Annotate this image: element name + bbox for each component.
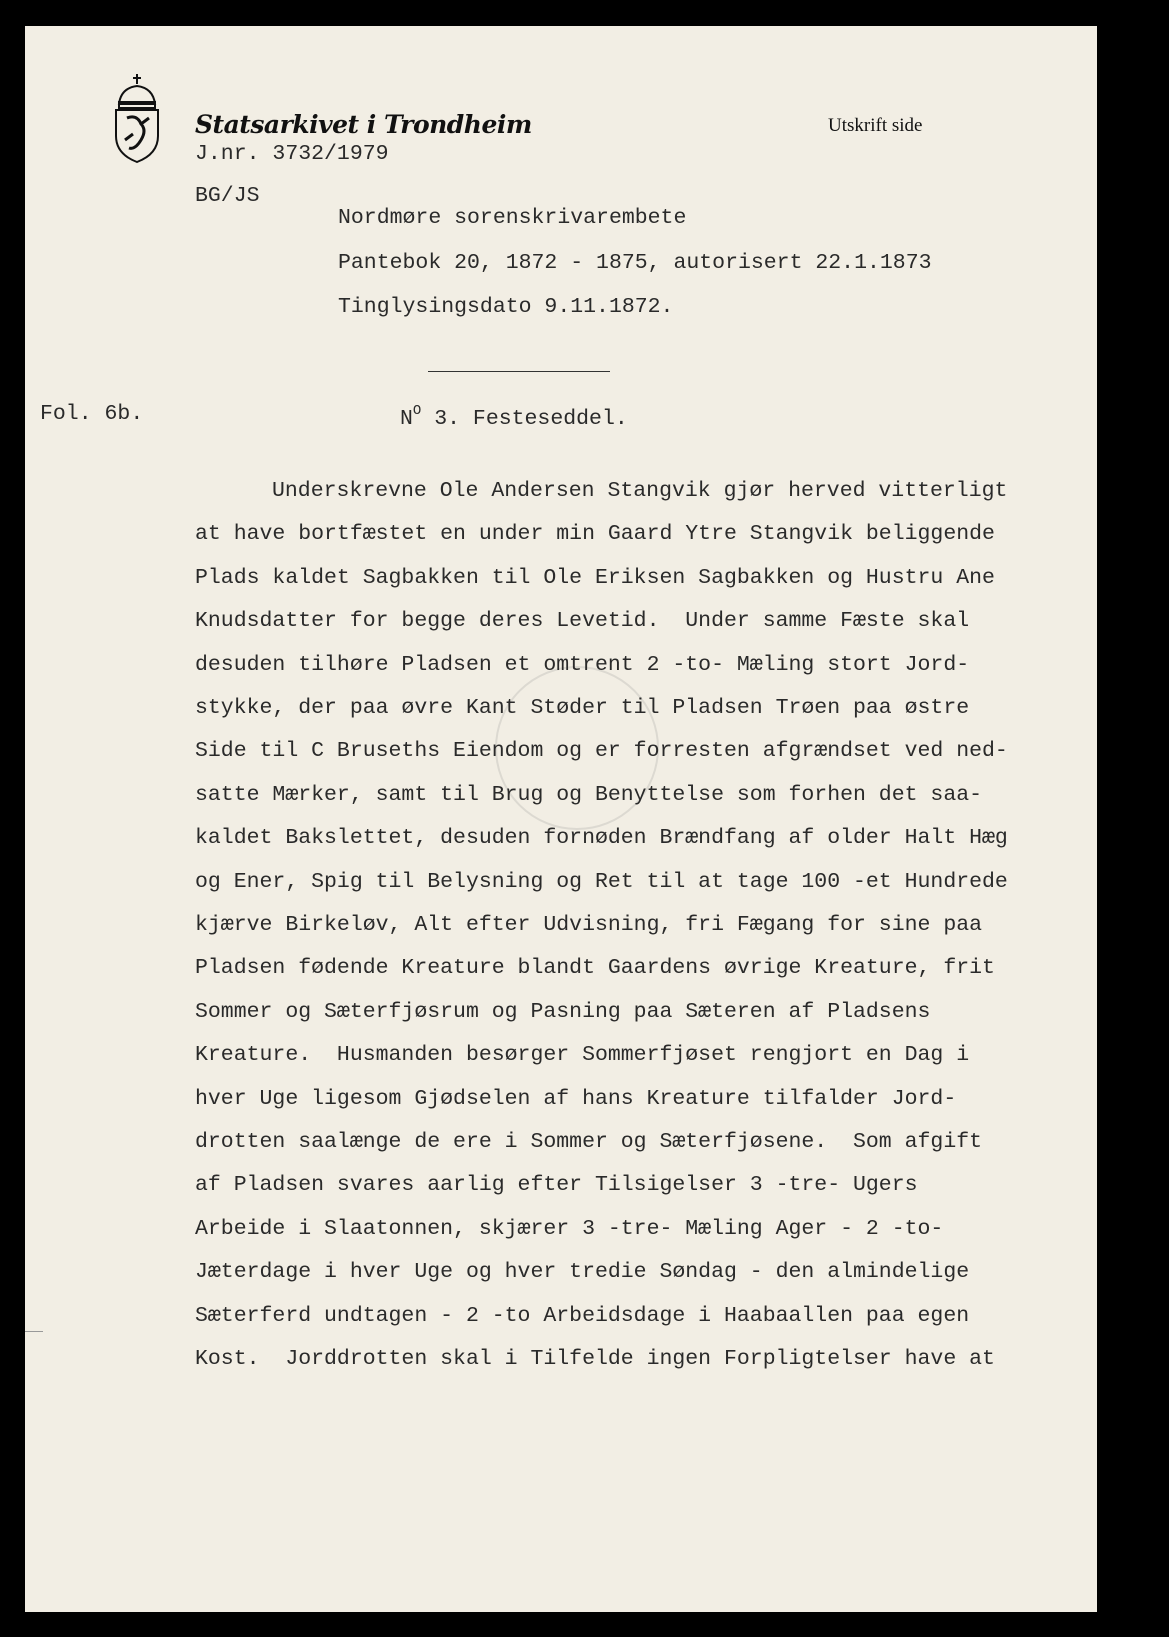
body-line: kaldet Bakslettet, desuden fornøden Brændfang af older Halt Hæg: [195, 826, 1008, 851]
entry-heading: 3. Festeseddel.: [421, 407, 628, 431]
source-office: Nordmøre sorenskrivarembete: [338, 206, 687, 230]
body-line: drotten saalænge de ere i Sommer og Sæterfjøsene. Som afgift: [195, 1130, 983, 1154]
norwegian-coat-of-arms-icon: [111, 74, 163, 164]
registration-date: Tinglysingsdato 9.11.1872.: [338, 295, 674, 319]
body-line: Underskrevne Ole Andersen Stangvik gjør herved vitterligt: [272, 479, 1008, 503]
divider: [428, 371, 610, 372]
body-line: kjærve Birkeløv, Alt efter Udvisning, fri Fægang for sine paa: [195, 913, 983, 937]
body-line: desuden tilhøre Pladsen et omtrent 2 -to- Mæling stort Jord-: [195, 652, 970, 677]
entry-title: [400, 404, 628, 431]
body-line: Knudsdatter for begge deres Levetid. Under samme Fæste skal: [195, 609, 970, 634]
body-line: at have bortfæstet en under min Gaard Ytre Stangvik beliggende: [195, 522, 995, 547]
body-line: Side til C Bruseths Eiendom og er forresten afgrændset ved ned-: [195, 739, 1008, 764]
body-line: Sommer og Sæterfjøsrum og Pasning paa Sæteren af Pladsens: [195, 999, 931, 1024]
body-line: Sæterferd undtagen - 2 -to Arbeidsdage i Haabaallen paa egen: [195, 1303, 970, 1328]
body-line: Kost. Jorddrotten skal i Tilfelde ingen Forpligtelser have at: [195, 1347, 995, 1371]
body-line: Jæterdage i hver Uge og hver tredie Søndag - den almindelige: [195, 1260, 970, 1285]
body-line: Arbeide i Slaatonnen, skjærer 3 -tre- Mæling Ager - 2 -to-: [195, 1216, 944, 1241]
folio: Fol. 6b.: [40, 402, 144, 426]
number-prefix: N: [400, 407, 413, 431]
number-superscript: O: [412, 403, 422, 419]
body-line: hver Uge ligesom Gjødselen af hans Kreature tilfalder Jord-: [195, 1086, 957, 1111]
institution-name: Statsarkivet i Trondheim: [195, 110, 532, 139]
page-label: Utskrift side: [828, 115, 923, 136]
journal-number: J.nr. 3732/1979: [195, 142, 389, 166]
document-page: [25, 26, 1097, 1612]
body-line: stykke, der paa øvre Kant Støder til Pladsen Trøen paa østre: [195, 696, 970, 720]
margin-mark: [25, 1331, 43, 1332]
source-book: Pantebok 20, 1872 - 1875, autorisert 22.1.1873: [338, 251, 932, 275]
body-line: Plads kaldet Sagbakken til Ole Eriksen Sagbakken og Hustru Ane: [195, 565, 995, 590]
body-line: satte Mærker, samt til Brug og Benyttelse som forhen det saa-: [195, 782, 983, 807]
initials: BG/JS: [195, 184, 260, 208]
body-line: Kreature. Husmanden besørger Sommerfjøset rengjort en Dag i: [195, 1043, 970, 1068]
body-line: af Pladsen svares aarlig efter Tilsigelser 3 -tre- Ugers: [195, 1173, 918, 1198]
body-line: og Ener, Spig til Belysning og Ret til at tage 100 -et Hundrede: [195, 869, 1008, 894]
body-line: Pladsen fødende Kreature blandt Gaardens øvrige Kreature, frit: [195, 956, 995, 981]
